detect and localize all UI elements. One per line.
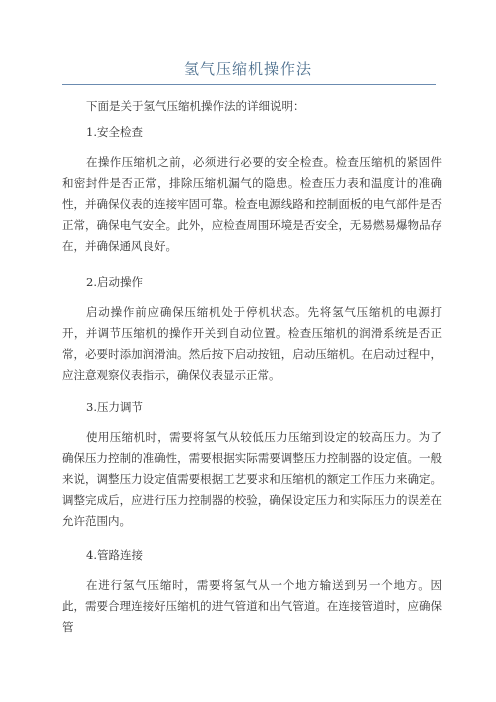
section-body-pipe-connection: 在进行氢气压缩时，需要将氢气从一个地方输送到另一个地方。因此，需要合理连接好压缩机的进气管道和出气管道。在连接管道时，应确保管 [62, 578, 442, 634]
intro-paragraph: 下面是关于氢气压缩机操作法的详细说明： [86, 99, 305, 113]
section-heading-pressure-adjustment: 3.压力调节 [86, 400, 143, 414]
title-divider [62, 84, 436, 85]
section-heading-startup: 2.启动操作 [86, 275, 143, 289]
section-body-startup: 启动操作前应确保压缩机处于停机状态。先将氢气压缩机的电源打开，并调节压缩机的操作开关到自动位置。检查压缩机的润滑系统是否正常，必要时添加润滑油。然后按下启动按钮，启动压缩机。在启动过程中，应注意观察仪表指示，确保仪表显示正常。 [62, 305, 442, 382]
section-body-pressure-adjustment: 使用压缩机时，需要将氢气从较低压力压缩到设定的较高压力。为了确保压力控制的准确性，需要根据实际需要调整压力控制器的设定值。一般来说，调整压力设定值需要根据工艺要求和压缩机的额定工作压力来确定。调整完成后，应进行压力控制器的校验，确保设定压力和实际压力的误差在允许范围内。 [62, 430, 442, 528]
section-body-safety-check: 在操作压缩机之前，必须进行必要的安全检查。检查压缩机的紧固件和密封件是否正常，排除压缩机漏气的隐患。检查压力表和温度计的准确性，并确保仪表的连接牢固可靠。检查电源线路和控制面板的电气部件是否正常，确保电气安全。此外，应检查周围环境是否安全，无易燃易爆物品存在，并确保通风良好。 [62, 155, 442, 253]
section-heading-safety-check: 1.安全检查 [86, 125, 143, 139]
page-title: 氢气压缩机操作法 [183, 60, 312, 78]
section-heading-pipe-connection: 4.管路连接 [86, 548, 143, 562]
